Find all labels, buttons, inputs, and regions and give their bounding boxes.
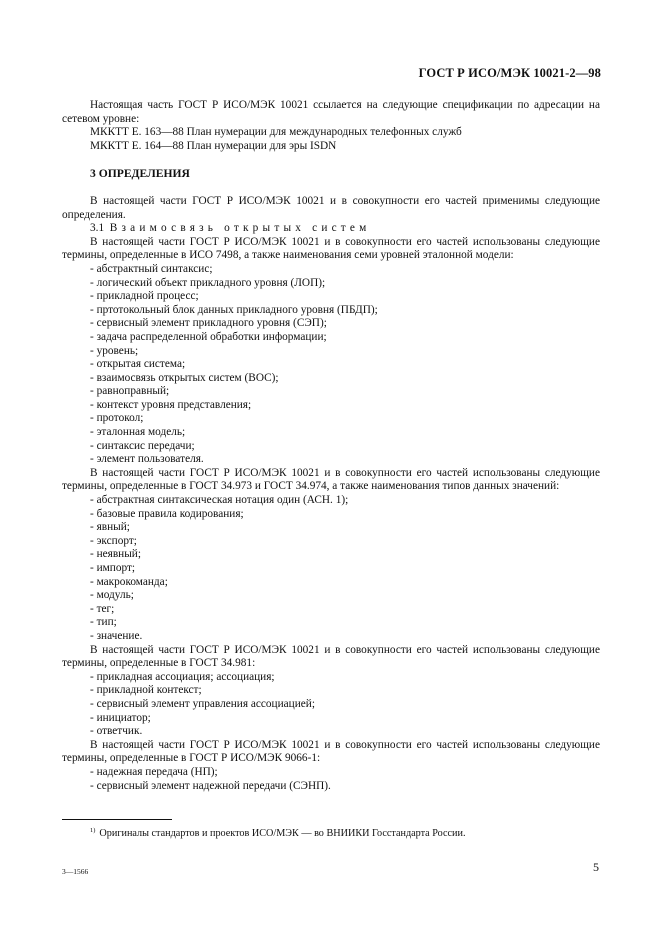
definition-group-text: В настоящей части ГОСТ Р ИСО/МЭК 10021 и в совокупности его частей использованы следующие термины, определенные в ИСО 7498, а также наименования семи уровней эталонной модели: bbox=[62, 235, 600, 262]
term-list-item: - абстрактная синтаксическая нотация один (АСН. 1); bbox=[90, 494, 349, 507]
term-list-item: - контекст уровня представления; bbox=[90, 398, 252, 411]
section-heading: 3 ОПРЕДЕЛЕНИЯ bbox=[90, 167, 190, 181]
page-number: 5 bbox=[593, 860, 599, 874]
term-list-item: - сервисный элемент надежной передачи (СЭНП). bbox=[90, 779, 331, 792]
term-list-item: - прикладной контекст; bbox=[90, 684, 202, 697]
definition-group-text: В настоящей части ГОСТ Р ИСО/МЭК 10021 и в совокупности его частей использованы следующие термины, определенные в ГОСТ Р ИСО/МЭК 9066-1: bbox=[62, 738, 600, 765]
definitions-intro: В настоящей части ГОСТ Р ИСО/МЭК 10021 и в совокупности его частей применимы следующие определения. bbox=[62, 194, 600, 221]
term-list-item: - задача распределенной обработки информации; bbox=[90, 330, 327, 343]
definition-groups bbox=[62, 236, 600, 793]
term-list-item: - открытая система; bbox=[90, 358, 186, 371]
page-body bbox=[62, 99, 600, 793]
term-list-item: - сервисный элемент прикладного уровня (СЭП); bbox=[90, 317, 327, 330]
term-list-item: - прикладная ассоциация; ассоциация; bbox=[90, 670, 275, 683]
subsection-title bbox=[62, 222, 600, 236]
term-list-item: - явный; bbox=[90, 521, 130, 534]
footnote-divider bbox=[62, 819, 172, 820]
reference-e163: МККТТ Е. 163—88 План нумерации для международных телефонных служб bbox=[90, 126, 462, 139]
term-list-item: - равноправный; bbox=[90, 385, 170, 398]
term-list-item: - эталонная модель; bbox=[90, 426, 186, 439]
term-list-item: - пртотокольный блок данных прикладного уровня (ПБДП); bbox=[90, 303, 378, 316]
term-list-item: - значение. bbox=[90, 629, 143, 642]
term-list-item: - сервисный элемент управления ассоциацией; bbox=[90, 697, 315, 710]
term-list-item: - базовые правила кодирования; bbox=[90, 507, 244, 520]
term-list-item: - абстрактный синтаксис; bbox=[90, 262, 213, 275]
definition-group-text: В настоящей части ГОСТ Р ИСО/МЭК 10021 и в совокупности его частей использованы следующие термины, определенные в ГОСТ 34.981: bbox=[62, 643, 600, 670]
term-list-item: - логический объект прикладного уровня (ЛОП); bbox=[90, 276, 326, 289]
term-list-item: - экспорт; bbox=[90, 534, 137, 547]
intro-paragraph: Настоящая часть ГОСТ Р ИСО/МЭК 10021 ссылается на следующие спецификации по адресации на сетевом уровне: bbox=[62, 99, 600, 125]
term-list-item: - элемент пользователя. bbox=[90, 453, 204, 466]
term-list-item: - прикладной процесс; bbox=[90, 290, 199, 303]
term-list-item: - протокол; bbox=[90, 412, 144, 425]
term-list-item: - надежная передача (НП); bbox=[90, 765, 218, 778]
subsection-number: 3.1 bbox=[90, 222, 105, 235]
term-list-item: - модуль; bbox=[90, 589, 134, 602]
term-list-item: - тег; bbox=[90, 602, 115, 615]
term-list-item: - импорт; bbox=[90, 562, 136, 574]
footnote-text: Оригиналы стандартов и проектов ИСО/МЭК — во ВНИИКИ Госстандарта России. bbox=[99, 828, 466, 839]
footnote bbox=[90, 825, 466, 840]
term-list-item: - неявный; bbox=[90, 548, 141, 561]
footnote-marker: 1) bbox=[90, 827, 96, 834]
reference-e164: МККТТ Е. 164—88 План нумерации для эры ISDN bbox=[90, 139, 337, 152]
term-list-item: - ответчик. bbox=[90, 725, 143, 738]
term-list-item: - синтаксис передачи; bbox=[90, 439, 195, 452]
term-list-item: - макрокоманда; bbox=[90, 575, 168, 588]
term-list-item: - инициатор; bbox=[90, 711, 151, 724]
term-list-item: - взаимосвязь открытых систем (ВОС); bbox=[90, 371, 279, 384]
print-code: 3—1566 bbox=[62, 867, 89, 876]
definition-group-text: В настоящей части ГОСТ Р ИСО/МЭК 10021 и в совокупности его частей использованы следующие термины, определенные в ГОСТ 34.973 и ГОСТ 34.974, а также наименования типов данных значений: bbox=[62, 466, 600, 493]
document-header-title: ГОСТ Р ИСО/МЭК 10021-2—98 bbox=[418, 66, 601, 80]
term-list-item: - уровень; bbox=[90, 344, 139, 357]
term-list-item: - тип; bbox=[90, 616, 117, 629]
subsection-name: Взаимосвязь открытых систем bbox=[109, 222, 371, 235]
